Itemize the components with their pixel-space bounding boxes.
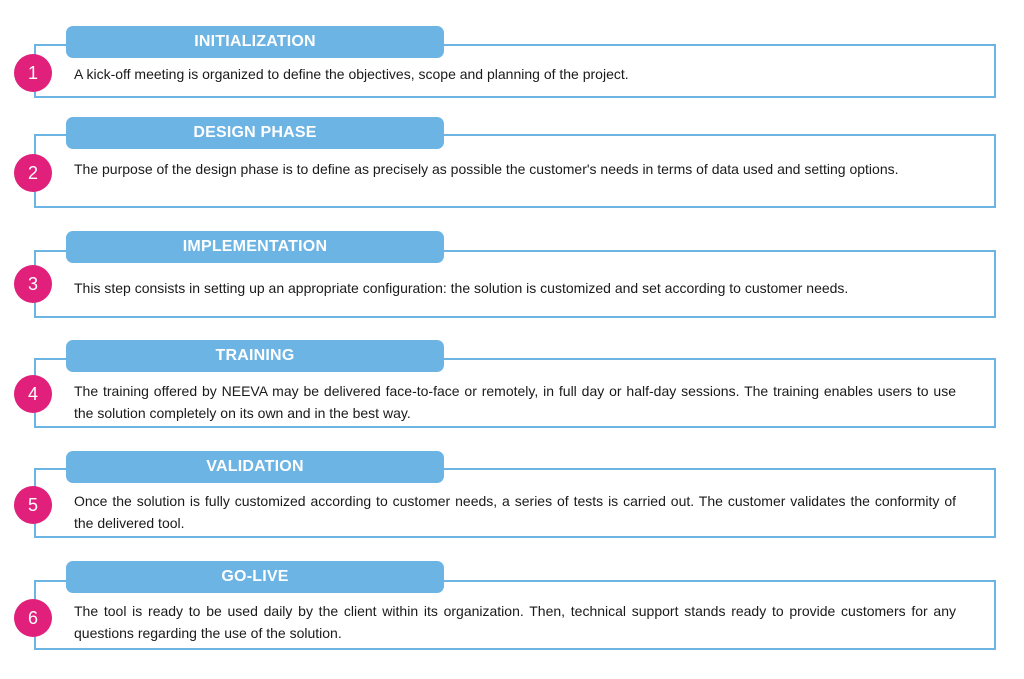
step-number-badge: 1 bbox=[14, 54, 52, 92]
step-title: VALIDATION bbox=[66, 451, 444, 483]
step-description: A kick-off meeting is organized to define the objectives, scope and planning of the project. bbox=[74, 66, 629, 82]
step-description: Once the solution is fully customized according to customer needs, a series of tests is carried out. The customer validates the conformity of the delivered tool. bbox=[74, 493, 956, 531]
step-number-badge: 5 bbox=[14, 486, 52, 524]
step-description: The training offered by NEEVA may be delivered face-to-face or remotely, in full day or half-day sessions. The training enables users to use the solution completely on its own and in the best way. bbox=[74, 383, 956, 421]
step-description: The purpose of the design phase is to define as precisely as possible the customer's needs in terms of data used and setting options. bbox=[74, 161, 899, 177]
step-title: DESIGN PHASE bbox=[66, 117, 444, 149]
step-number-badge: 2 bbox=[14, 154, 52, 192]
step-title: IMPLEMENTATION bbox=[66, 231, 444, 263]
step-number-badge: 4 bbox=[14, 375, 52, 413]
step-description: The tool is ready to be used daily by the client within its organization. Then, technical support stands ready to provide customers for any questions regarding the use of the solution. bbox=[74, 603, 956, 641]
step-title: TRAINING bbox=[66, 340, 444, 372]
step-title: GO-LIVE bbox=[66, 561, 444, 593]
step-number-badge: 6 bbox=[14, 599, 52, 637]
step-title: INITIALIZATION bbox=[66, 26, 444, 58]
step-description: This step consists in setting up an appropriate configuration: the solution is customized and set according to customer needs. bbox=[74, 280, 849, 296]
step-number-badge: 3 bbox=[14, 265, 52, 303]
